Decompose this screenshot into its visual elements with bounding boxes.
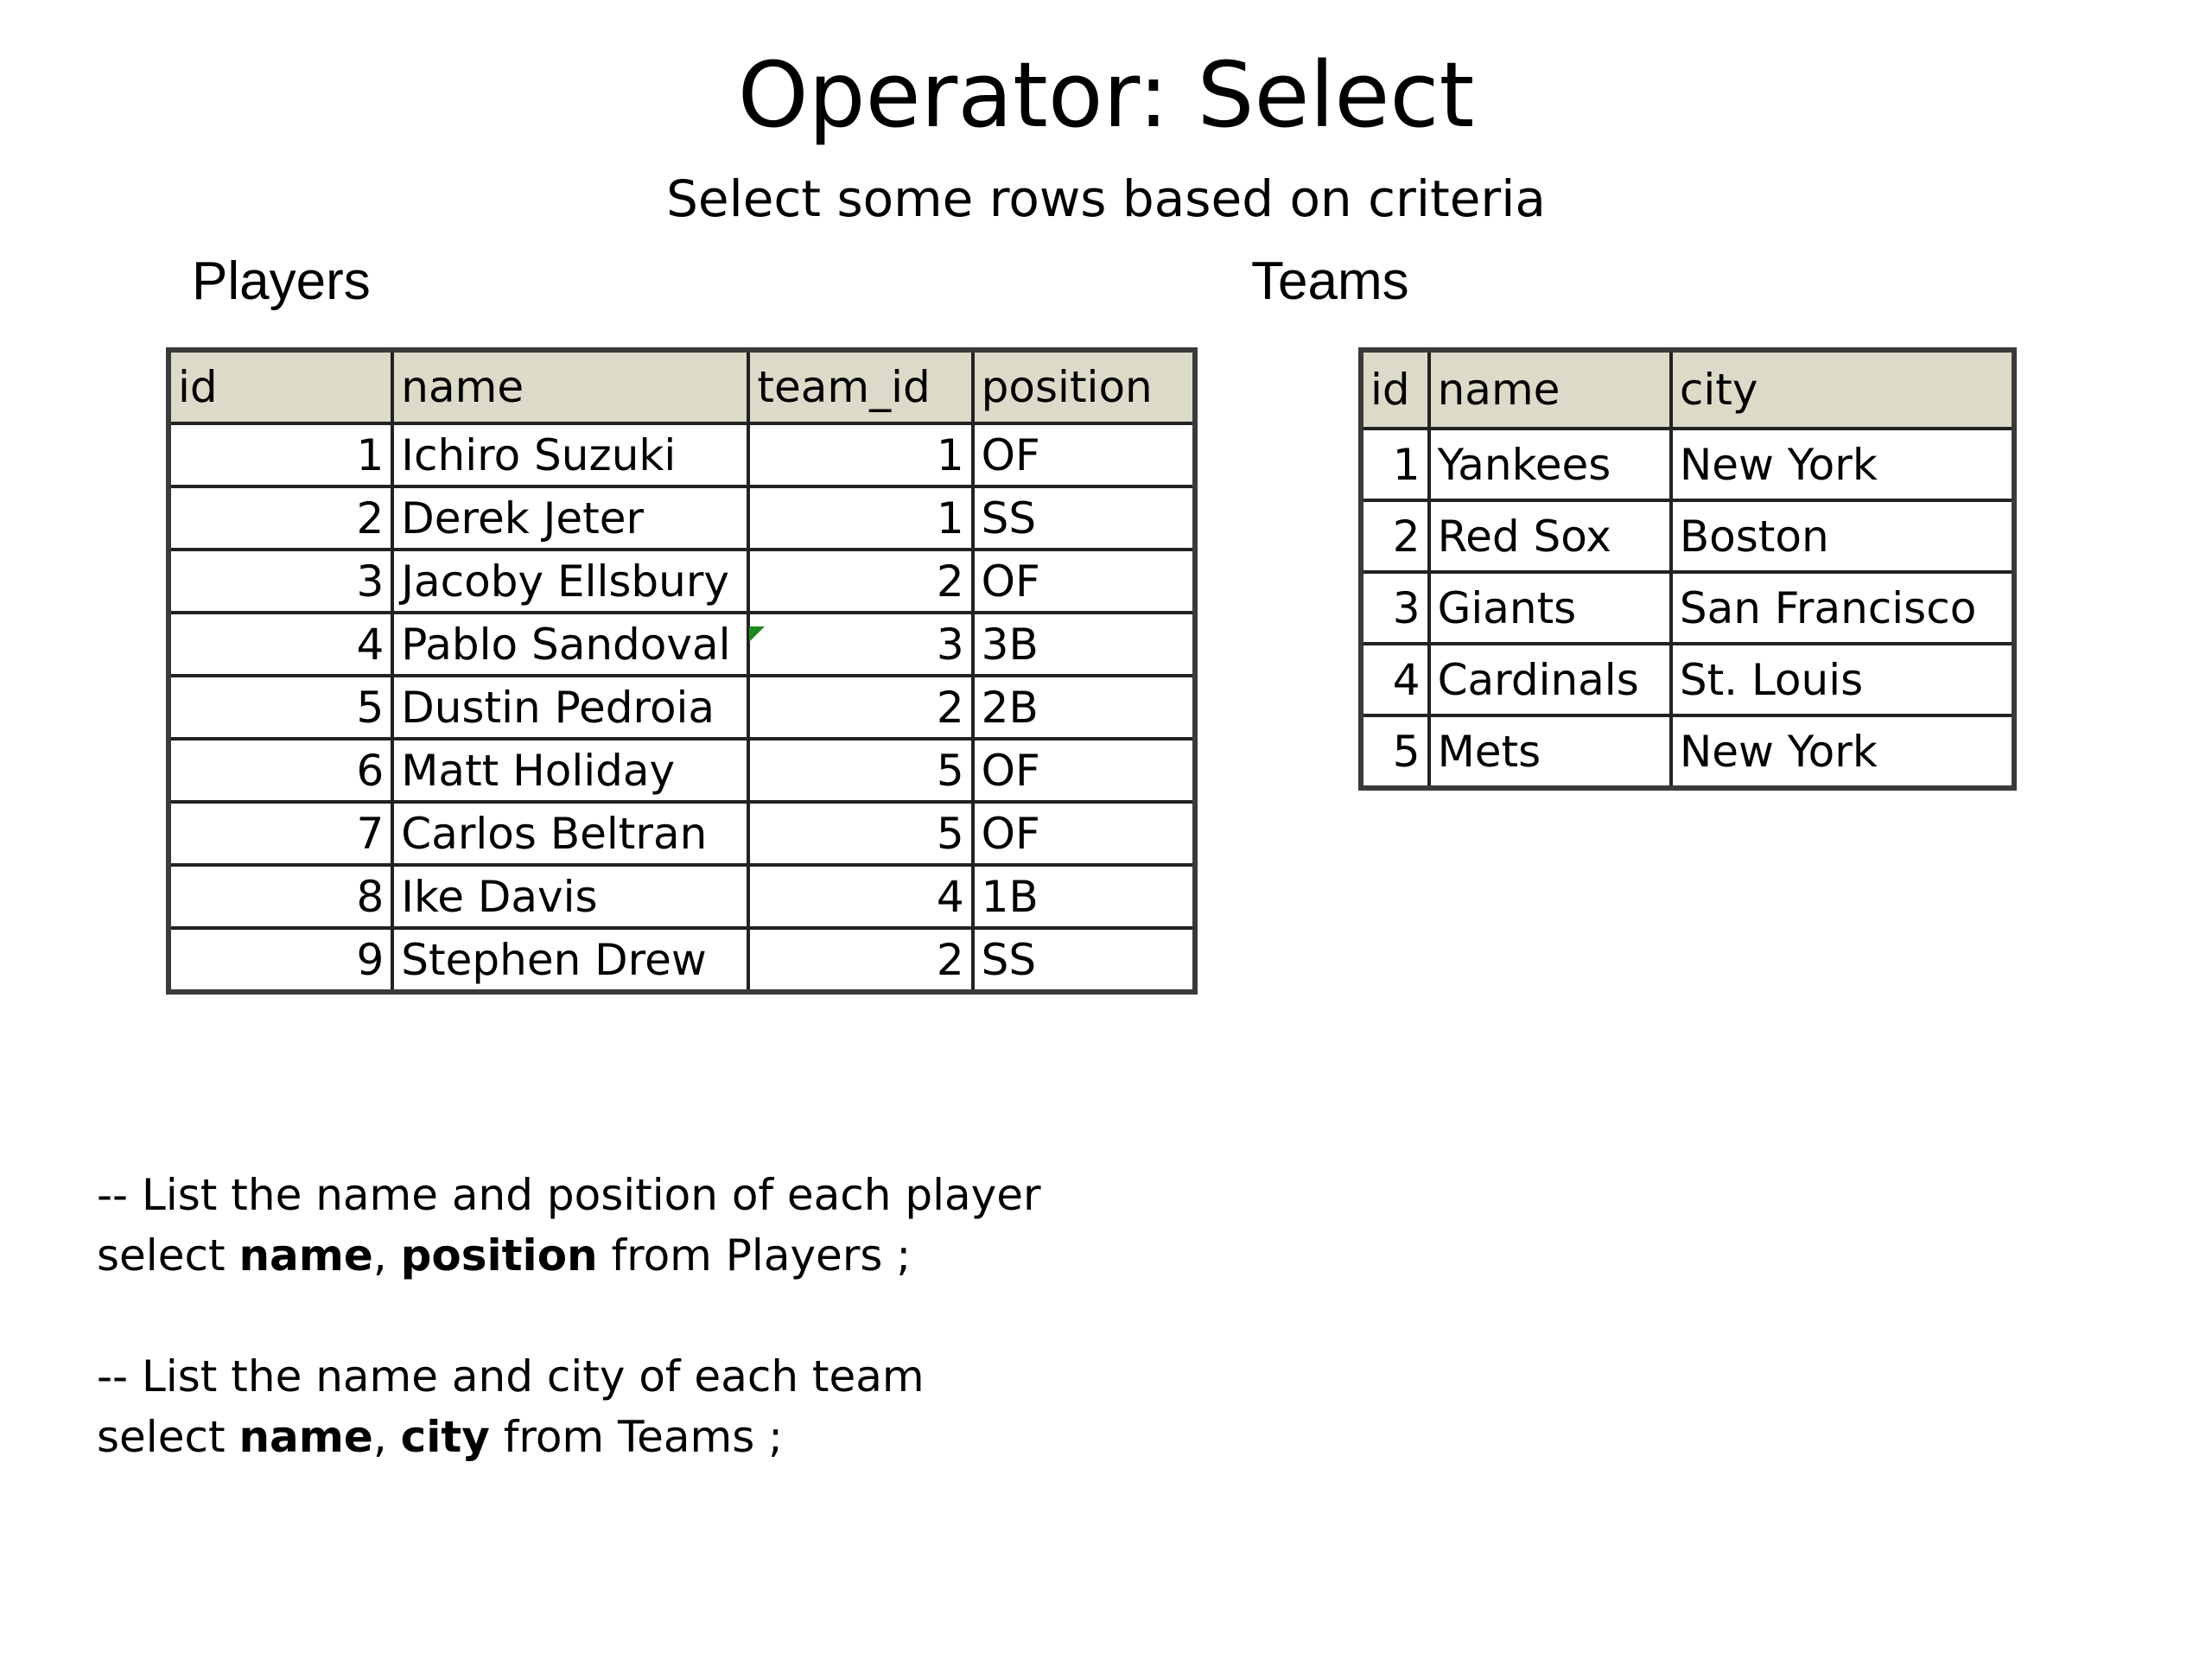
table-row: [168, 676, 1195, 739]
cell-name: Stephen Drew: [392, 928, 748, 992]
query-keyword: select: [97, 1412, 239, 1462]
teams-table-label: Teams: [1251, 251, 1409, 311]
cell-name: Derek Jeter: [392, 486, 748, 550]
page-title: Operator: Select: [737, 42, 1475, 148]
page-subtitle: Select some rows based on criteria: [666, 169, 1546, 228]
cell-id: 3: [168, 550, 392, 613]
table-row: [1361, 644, 2014, 715]
table-row: [168, 928, 1195, 992]
table-row: [1361, 500, 2014, 572]
column-header-name: name: [1429, 350, 1671, 429]
teams-table: [1358, 347, 2017, 791]
query-column: position: [400, 1230, 598, 1281]
cell-name: Giants: [1429, 572, 1671, 644]
cell-position: 3B: [973, 613, 1195, 676]
cell-position: 2B: [973, 676, 1195, 739]
query-keyword: select: [97, 1230, 239, 1281]
cell-id: 7: [168, 802, 392, 865]
cell-name: Dustin Pedroia: [392, 676, 748, 739]
cell-team-id: 4: [748, 865, 972, 928]
cell-position: SS: [973, 486, 1195, 550]
cell-team-id: 3: [748, 613, 972, 676]
table-header-row: [1361, 350, 2014, 429]
query-comment: -- List the name and city of each team: [97, 1351, 925, 1402]
query-column: name: [238, 1412, 373, 1462]
cell-id: 1: [168, 423, 392, 486]
cell-position: OF: [973, 550, 1195, 613]
cell-name: Ichiro Suzuki: [392, 423, 748, 486]
cell-id: 2: [1361, 500, 1429, 572]
cell-city: St. Louis: [1671, 644, 2014, 715]
cell-id: 4: [168, 613, 392, 676]
cell-team-id: 1: [748, 423, 972, 486]
table-row: [168, 865, 1195, 928]
cell-name: Carlos Beltran: [392, 802, 748, 865]
cell-team-id: 5: [748, 802, 972, 865]
cell-position: OF: [973, 423, 1195, 486]
cell-team-id: 2: [748, 928, 972, 992]
cell-id: 1: [1361, 429, 1429, 500]
column-header-city: city: [1671, 350, 2014, 429]
cell-position: SS: [973, 928, 1195, 992]
cell-id: 9: [168, 928, 392, 992]
cell-name: Mets: [1429, 715, 1671, 788]
table-row: [168, 613, 1195, 676]
players-table-label: Players: [192, 251, 371, 311]
cell-id: 5: [1361, 715, 1429, 788]
query-from-clause: from Teams ;: [489, 1412, 783, 1462]
cell-name: Cardinals: [1429, 644, 1671, 715]
table-row: [1361, 572, 2014, 644]
cell-city: New York: [1671, 715, 2014, 788]
players-table: [166, 347, 1198, 995]
query-block-players: [97, 1165, 1041, 1286]
query-comment: -- List the name and position of each player: [97, 1170, 1041, 1220]
cell-id: 6: [168, 739, 392, 802]
table-row: [1361, 429, 2014, 500]
table-row: [1361, 715, 2014, 788]
cell-team-id: 2: [748, 550, 972, 613]
column-header-position: position: [973, 350, 1195, 423]
query-column: name: [238, 1230, 373, 1281]
table-row: [168, 423, 1195, 486]
cell-city: San Francisco: [1671, 572, 2014, 644]
cell-name: Yankees: [1429, 429, 1671, 500]
cell-position: 1B: [973, 865, 1195, 928]
table-row: [168, 739, 1195, 802]
table-header-row: [168, 350, 1195, 423]
cell-id: 2: [168, 486, 392, 550]
cell-team-id: 5: [748, 739, 972, 802]
cell-name: Ike Davis: [392, 865, 748, 928]
column-header-team-id: team_id: [748, 350, 972, 423]
cell-name: Jacoby Ellsbury: [392, 550, 748, 613]
query-block-teams: [97, 1346, 925, 1467]
table-row: [168, 802, 1195, 865]
cell-id: 3: [1361, 572, 1429, 644]
query-separator: ,: [372, 1230, 401, 1281]
column-header-id: id: [168, 350, 392, 423]
column-header-name: name: [392, 350, 748, 423]
cell-comment-marker: [749, 626, 765, 642]
cell-id: 4: [1361, 644, 1429, 715]
cell-team-id: 2: [748, 676, 972, 739]
column-header-id: id: [1361, 350, 1429, 429]
table-row: [168, 486, 1195, 550]
table-row: [168, 550, 1195, 613]
query-from-clause: from Players ;: [597, 1230, 912, 1281]
cell-id: 5: [168, 676, 392, 739]
cell-name: Red Sox: [1429, 500, 1671, 572]
query-column: city: [400, 1412, 490, 1462]
cell-name: Pablo Sandoval: [392, 613, 748, 676]
cell-name: Matt Holiday: [392, 739, 748, 802]
cell-position: OF: [973, 739, 1195, 802]
cell-team-id: 1: [748, 486, 972, 550]
cell-city: New York: [1671, 429, 2014, 500]
cell-position: OF: [973, 802, 1195, 865]
cell-id: 8: [168, 865, 392, 928]
query-separator: ,: [372, 1412, 401, 1462]
cell-city: Boston: [1671, 500, 2014, 572]
